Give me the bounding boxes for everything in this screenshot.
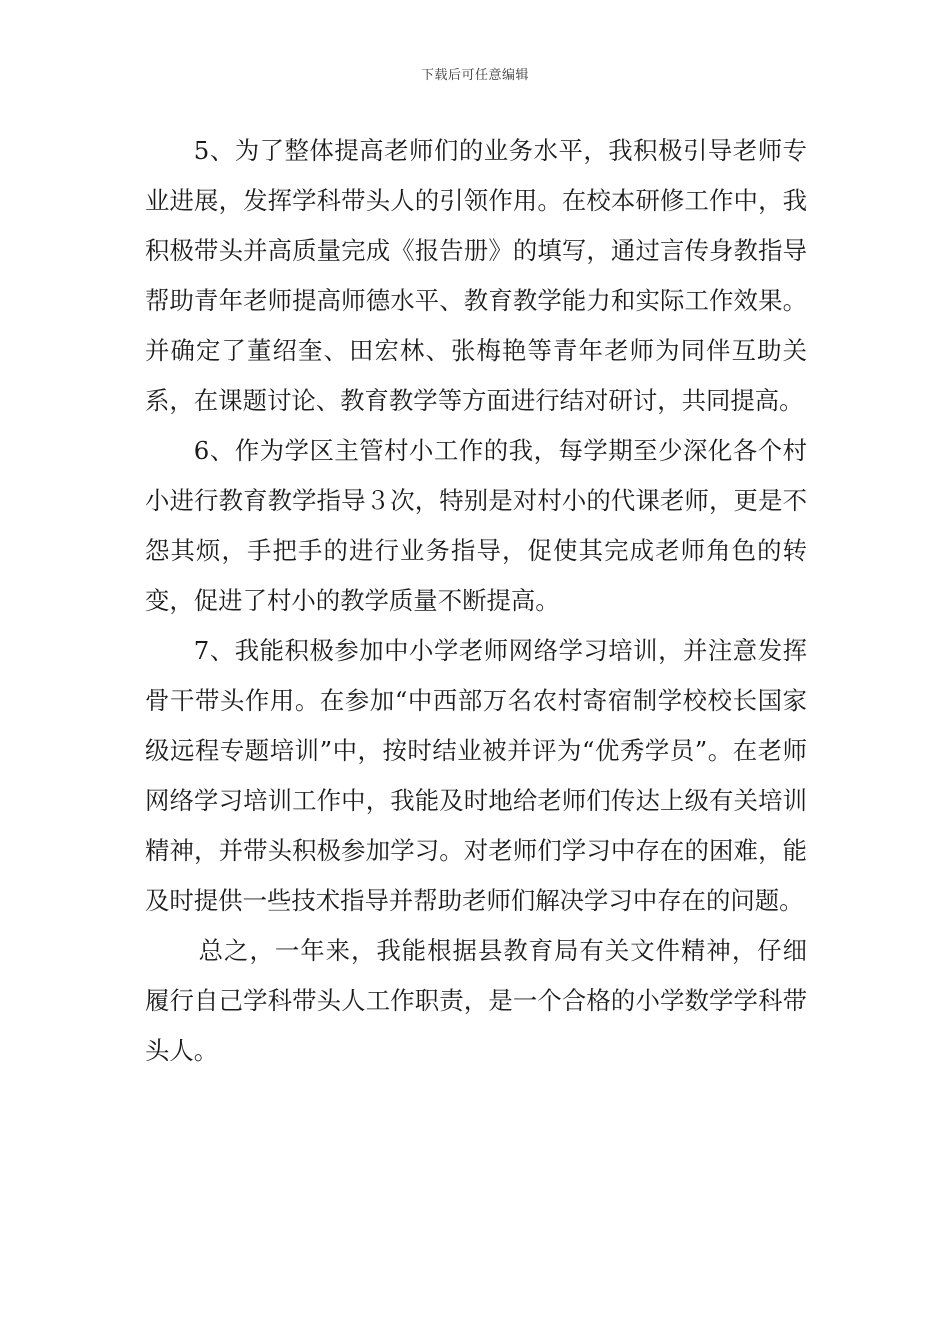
document-body	[145, 126, 807, 1076]
paragraph-summary: 总之，一年来，我能根据县教育局有关文件精神，仔细履行自己学科带头人工作职责，是一个合格的小学数学学科带头人。	[145, 936, 807, 1065]
paragraph-item-5: 5、为了整体提高老师们的业务水平，我积极引导老师专业进展，发挥学科带头人的引领作用。在校本研修工作中，我积极带头并高质量完成《报告册》的填写，通过言传身教指导帮助青年老师提高师德水平、教育教学能力和实际工作效果。并确定了董绍奎、田宏林、张梅艳等青年老师为同伴互助关系，在课题讨论、教育教学等方面进行结对研讨，共同提高。	[145, 136, 807, 415]
paragraph-item-6: 6、作为学区主管村小工作的我，每学期至少深化各个村小进行教育教学指导３次，特别是对村小的代课老师，更是不怨其烦，手把手的进行业务指导，促使其完成老师角色的转变，促进了村小的教学质量不断提高。	[145, 436, 807, 615]
page-header-note: 下载后可任意编辑	[420, 68, 529, 83]
paragraph-item-7: 7、我能积极参加中小学老师网络学习培训，并注意发挥骨干带头作用。在参加“中西部万名农村寄宿制学校校长国家级远程专题培训”中，按时结业被并评为“优秀学员”。在老师网络学习培训工作中，我能及时地给老师们传达上级有关培训精神，并带头积极参加学习。对老师们学习中存在的困难，能及时提供一些技术指导并帮助老师们解决学习中存在的问题。	[145, 636, 807, 915]
